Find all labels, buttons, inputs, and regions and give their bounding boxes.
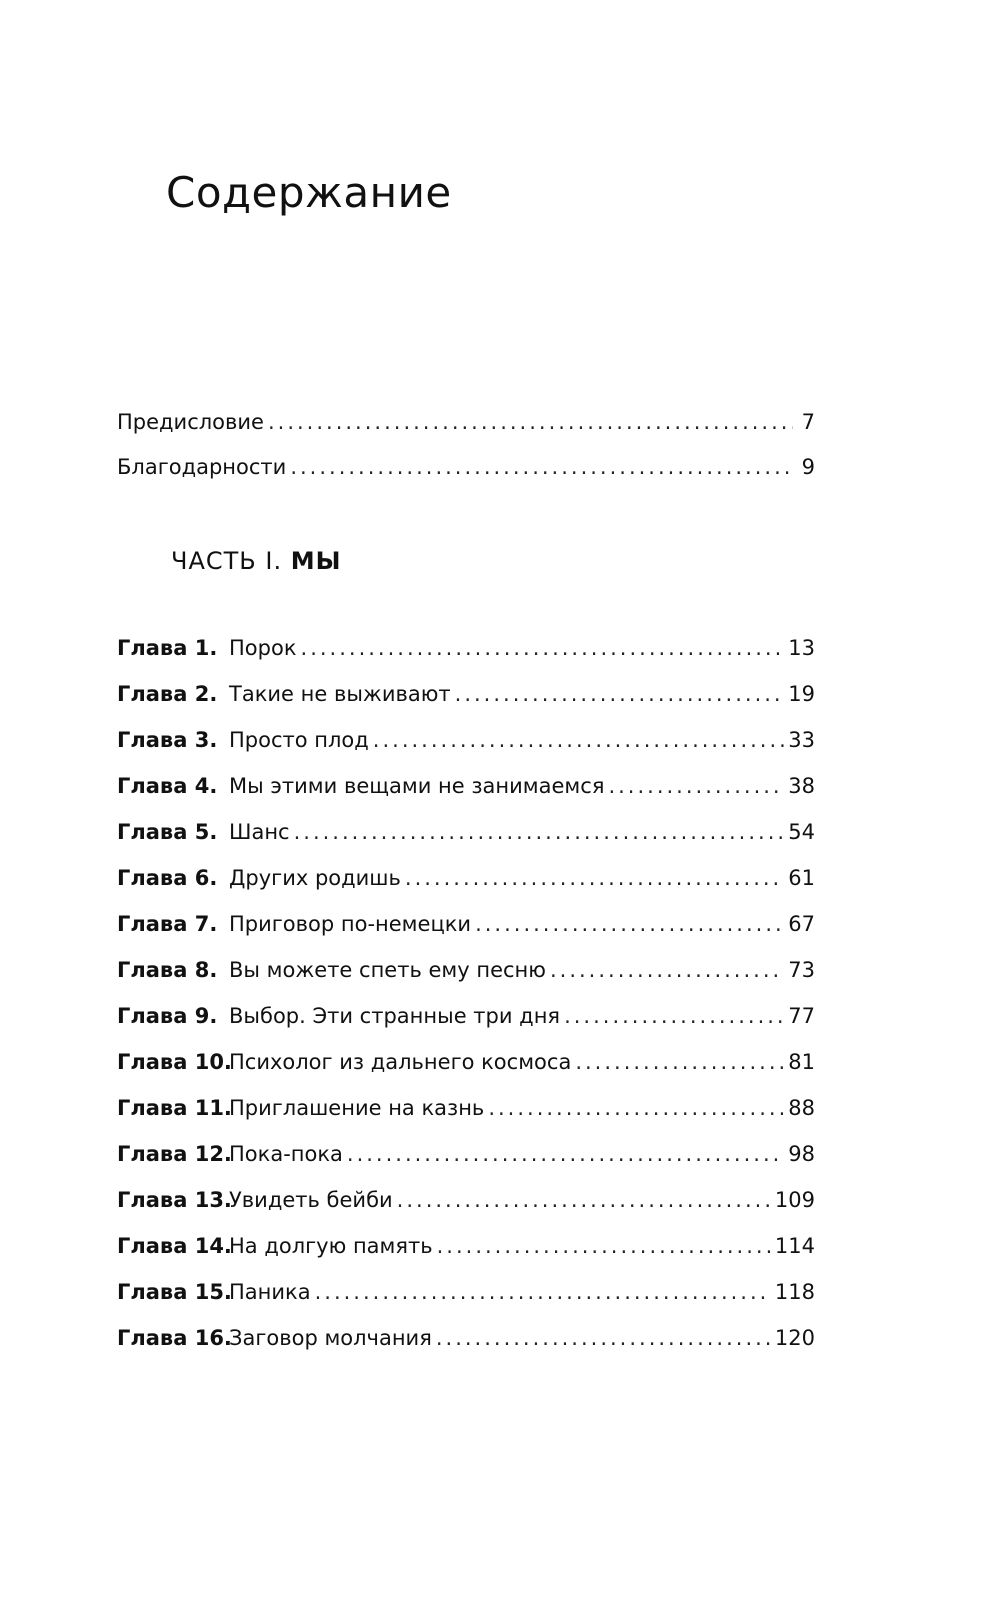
dot-leader xyxy=(294,816,785,848)
entry-title: Паника xyxy=(229,1280,311,1304)
dot-leader xyxy=(550,954,784,986)
toc-entry-chapter-9[interactable] xyxy=(117,1000,815,1032)
toc-entry-chapter-1[interactable] xyxy=(117,632,815,664)
entry-title: Предисловие xyxy=(117,410,264,434)
chapter-label: Глава 8. xyxy=(117,958,218,982)
dot-leader xyxy=(455,678,785,710)
entry-title: Просто плод xyxy=(229,728,369,752)
page-number: 120 xyxy=(774,1326,815,1350)
toc-entry-chapter-10[interactable] xyxy=(117,1046,815,1078)
toc-entry-chapter-2[interactable] xyxy=(117,678,815,710)
chapter-label: Глава 5. xyxy=(117,820,218,844)
dot-leader xyxy=(315,1276,771,1308)
entry-title: Увидеть бейби xyxy=(229,1188,393,1212)
entry-title: Приговор по-немецки xyxy=(229,912,472,936)
toc-entry-chapter-15[interactable] xyxy=(117,1276,815,1308)
page-number: 109 xyxy=(774,1188,815,1212)
entry-title: Мы этими вещами не занимаемся xyxy=(229,774,605,798)
entry-title: Психолог из дальнего космоса xyxy=(229,1050,572,1074)
page-number: 38 xyxy=(788,774,815,798)
entry-title: Порок xyxy=(229,636,297,660)
toc-entry-chapter-7[interactable] xyxy=(117,908,815,940)
toc-entry-chapter-16[interactable] xyxy=(117,1322,815,1354)
page-number: 98 xyxy=(788,1142,815,1166)
entry-title: На долгую память xyxy=(229,1234,433,1258)
chapter-label: Глава 10. xyxy=(117,1050,232,1074)
dot-leader xyxy=(436,1322,771,1354)
entry-title: Приглашение на казнь xyxy=(229,1096,485,1120)
page-number: 67 xyxy=(788,912,815,936)
entry-title: Заговор молчания xyxy=(229,1326,432,1350)
dot-leader xyxy=(405,862,784,894)
toc-entry-chapter-11[interactable] xyxy=(117,1092,815,1124)
dot-leader xyxy=(397,1184,771,1216)
dot-leader xyxy=(373,724,784,756)
page-number: 118 xyxy=(774,1280,815,1304)
page-number: 19 xyxy=(788,682,815,706)
entry-title: Выбор. Эти странные три дня xyxy=(229,1004,561,1028)
dot-leader xyxy=(301,632,785,664)
dot-leader xyxy=(268,406,793,438)
dot-leader xyxy=(290,451,793,483)
toc-entry-chapter-14[interactable] xyxy=(117,1230,815,1262)
page-number: 7 xyxy=(801,410,815,434)
page-number: 61 xyxy=(788,866,815,890)
page-number: 13 xyxy=(788,636,815,660)
page-title: Содержание xyxy=(166,168,452,217)
entry-title: Благодарности xyxy=(117,455,287,479)
chapter-label: Глава 1. xyxy=(117,636,218,660)
toc-entry-chapter-4[interactable] xyxy=(117,770,815,802)
toc-entry-acknowledgements[interactable] xyxy=(117,451,815,483)
entry-title: Такие не выживают xyxy=(229,682,451,706)
chapter-label: Глава 4. xyxy=(117,774,218,798)
toc-entry-chapter-6[interactable] xyxy=(117,862,815,894)
toc-entry-chapter-5[interactable] xyxy=(117,816,815,848)
page-number: 33 xyxy=(788,728,815,752)
page-number: 114 xyxy=(774,1234,815,1258)
toc-entry-chapter-3[interactable] xyxy=(117,724,815,756)
dot-leader xyxy=(564,1000,784,1032)
chapter-label: Глава 9. xyxy=(117,1004,218,1028)
chapter-label: Глава 14. xyxy=(117,1234,232,1258)
chapter-label: Глава 6. xyxy=(117,866,218,890)
entry-title: Шанс xyxy=(229,820,290,844)
chapter-label: Глава 7. xyxy=(117,912,218,936)
part-label: ЧАСТЬ I. xyxy=(171,547,283,575)
toc-entry-chapter-13[interactable] xyxy=(117,1184,815,1216)
entry-title: Пока-пока xyxy=(229,1142,343,1166)
toc-entry-chapter-8[interactable] xyxy=(117,954,815,986)
page-number: 77 xyxy=(788,1004,815,1028)
part-name: МЫ xyxy=(290,547,342,575)
dot-leader xyxy=(608,770,784,802)
chapter-label: Глава 13. xyxy=(117,1188,232,1212)
part-heading xyxy=(171,547,341,575)
page-number: 9 xyxy=(801,455,815,479)
toc-entry-chapter-12[interactable] xyxy=(117,1138,815,1170)
dot-leader xyxy=(575,1046,784,1078)
toc-entry-preface[interactable] xyxy=(117,406,815,438)
chapter-label: Глава 11. xyxy=(117,1096,232,1120)
chapter-label: Глава 15. xyxy=(117,1280,232,1304)
dot-leader xyxy=(437,1230,771,1262)
chapter-label: Глава 2. xyxy=(117,682,218,706)
chapter-label: Глава 12. xyxy=(117,1142,232,1166)
dot-leader xyxy=(347,1138,784,1170)
page-number: 54 xyxy=(788,820,815,844)
entry-title: Вы можете спеть ему песню xyxy=(229,958,546,982)
dot-leader xyxy=(488,1092,784,1124)
page-number: 88 xyxy=(788,1096,815,1120)
chapter-label: Глава 3. xyxy=(117,728,218,752)
dot-leader xyxy=(475,908,784,940)
page-number: 81 xyxy=(788,1050,815,1074)
entry-title: Других родишь xyxy=(229,866,401,890)
chapter-label: Глава 16. xyxy=(117,1326,232,1350)
page-number: 73 xyxy=(788,958,815,982)
